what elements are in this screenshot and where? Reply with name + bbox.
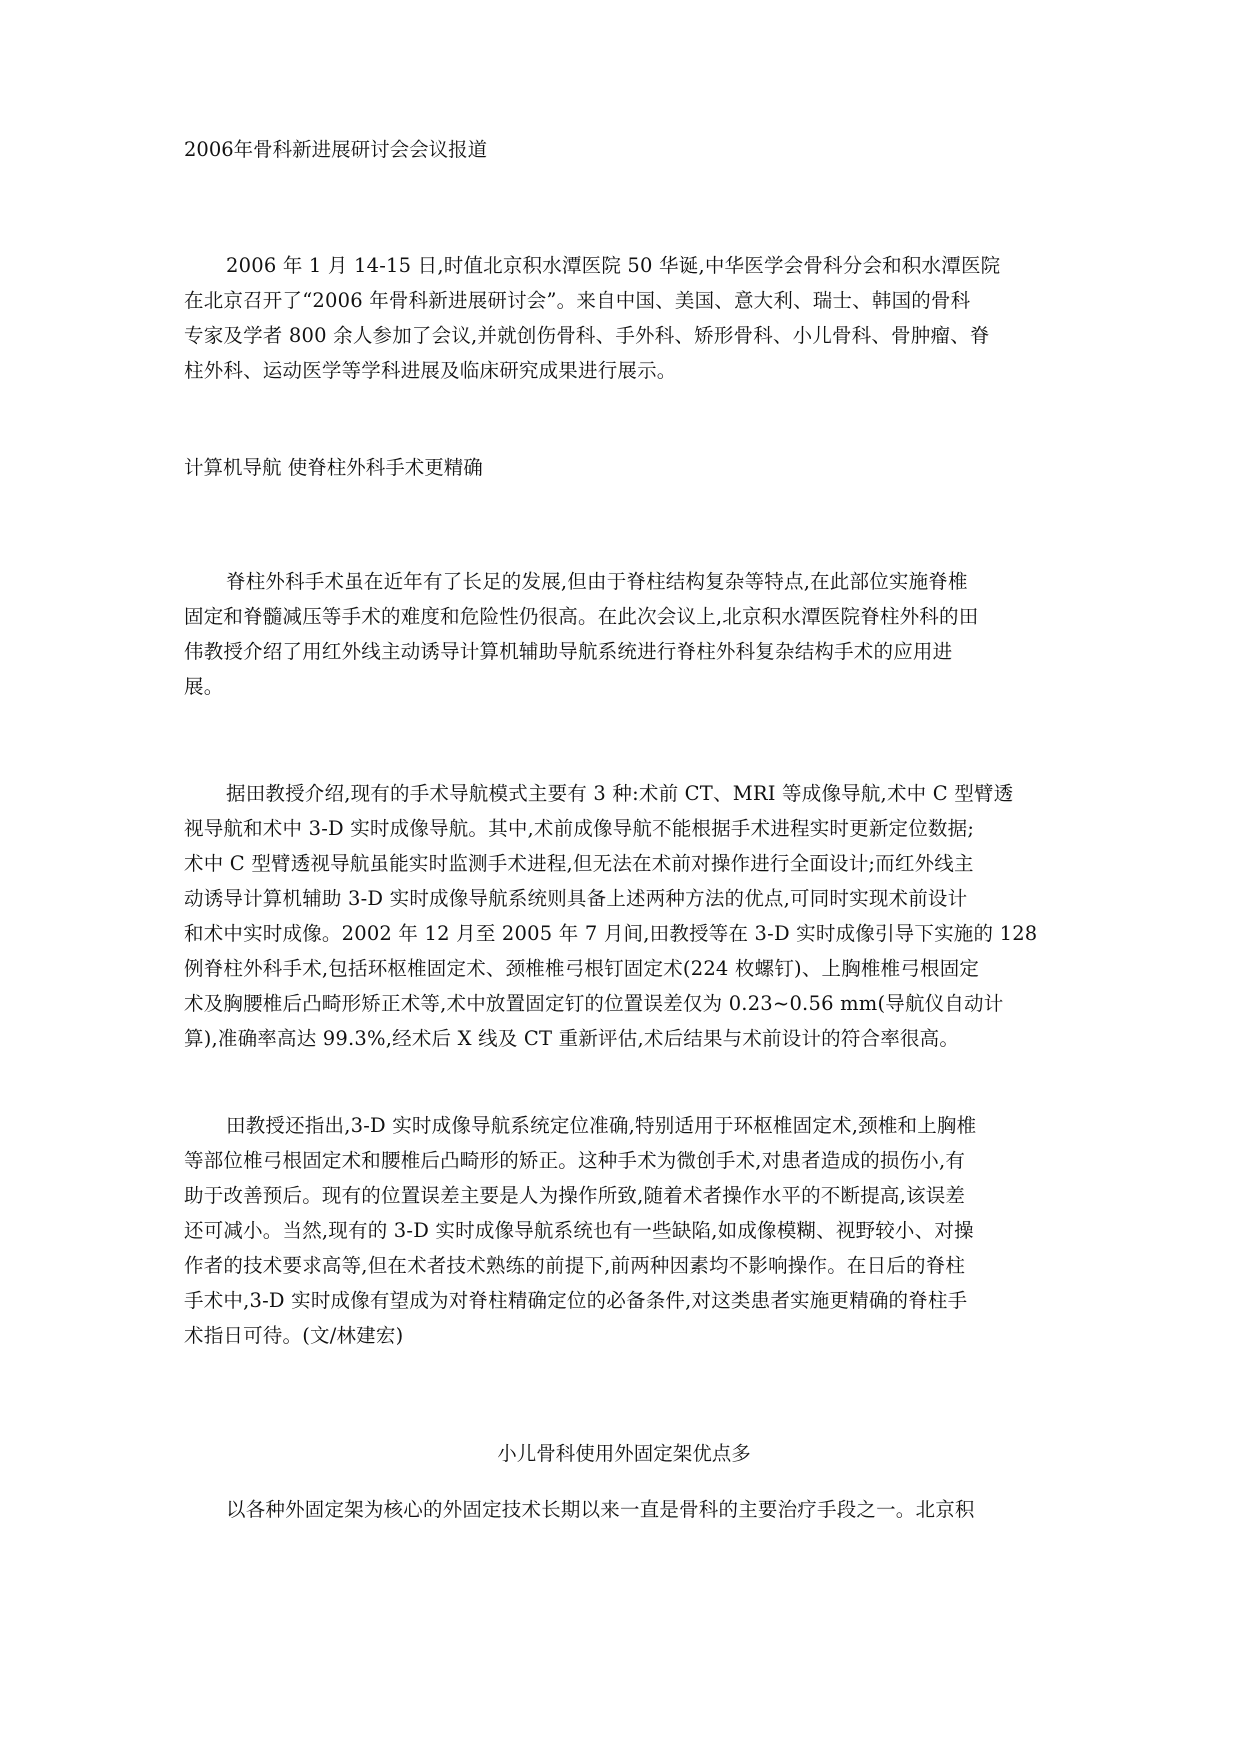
section1-paragraph-3 xyxy=(184,1108,1064,1353)
paragraph-line: 田教授还指出,3-D 实时成像导航系统定位准确,特别适用于环枢椎固定术,颈椎和上胸椎 xyxy=(226,1114,977,1137)
section-heading-navigation: 计算机导航 使脊柱外科手术更精确 xyxy=(184,456,483,479)
paragraph-line: 术中 C 型臂透视导航虽能实时监测手术进程,但无法在术前对操作进行全面设计;而红外线主 xyxy=(184,852,974,875)
paragraph-line: 等部位椎弓根固定术和腰椎后凸畸形的矫正。这种手术为微创手术,对患者造成的损伤小,有 xyxy=(184,1149,966,1172)
paragraph-line: 展。 xyxy=(184,675,224,698)
paragraph-line: 以各种外固定架为核心的外固定技术长期以来一直是骨科的主要治疗手段之一。北京积 xyxy=(226,1498,975,1521)
paragraph-line: 作者的技术要求高等,但在术者技术熟练的前提下,前两种因素均不影响操作。在日后的脊柱 xyxy=(184,1254,966,1277)
section-heading-pediatric: 小儿骨科使用外固定架优点多 xyxy=(497,1442,751,1465)
paragraph-line: 术及胸腰椎后凸畸形矫正术等,术中放置固定钉的位置误差仅为 0.23~0.56 mm(导航仪自动计 xyxy=(184,992,1004,1015)
section2-paragraph-1 xyxy=(184,1492,1064,1527)
paragraph-line: 在北京召开了“2006 年骨科新进展研讨会”。来自中国、美国、意大利、瑞士、韩国的骨科 xyxy=(184,289,971,312)
paragraph-line: 据田教授介绍,现有的手术导航模式主要有 3 种:术前 CT、MRI 等成像导航,术中 C 型臂透 xyxy=(226,782,1014,805)
document-title: 2006年骨科新进展研讨会会议报道 xyxy=(184,138,488,161)
paragraph-line: 伟教授介绍了用红外线主动诱导计算机辅助导航系统进行脊柱外科复杂结构手术的应用进 xyxy=(184,640,953,663)
paragraph-line: 和术中实时成像。2002 年 12 月至 2005 年 7 月间,田教授等在 3-D 实时成像引导下实施的 128 xyxy=(184,922,1038,945)
paragraph-line: 专家及学者 800 余人参加了会议,并就创伤骨科、手外科、矫形骨科、小儿骨科、骨肿瘤、脊 xyxy=(184,324,990,347)
paragraph-line: 术指日可待。(文/林建宏) xyxy=(184,1324,404,1347)
section1-paragraph-2 xyxy=(184,776,1064,1056)
section1-paragraph-1 xyxy=(184,564,1064,704)
intro-paragraph xyxy=(184,248,1064,388)
paragraph-line: 视导航和术中 3-D 实时成像导航。其中,术前成像导航不能根据手术进程实时更新定位数据; xyxy=(184,817,975,840)
paragraph-line: 例脊柱外科手术,包括环枢椎固定术、颈椎椎弓根钉固定术(224 枚螺钉)、上胸椎椎弓根固定 xyxy=(184,957,980,980)
paragraph-line: 柱外科、运动医学等学科进展及临床研究成果进行展示。 xyxy=(184,359,677,382)
paragraph-line: 脊柱外科手术虽在近年有了长足的发展,但由于脊柱结构复杂等特点,在此部位实施脊椎 xyxy=(226,570,968,593)
paragraph-line: 助于改善预后。现有的位置误差主要是人为操作所致,随着术者操作水平的不断提高,该误差 xyxy=(184,1184,966,1207)
paragraph-line: 2006 年 1 月 14-15 日,时值北京积水潭医院 50 华诞,中华医学会骨科分会和积水潭医院 xyxy=(226,254,1001,277)
paragraph-line: 手术中,3-D 实时成像有望成为对脊柱精确定位的必备条件,对这类患者实施更精确的脊柱手 xyxy=(184,1289,968,1312)
paragraph-line: 固定和脊髓减压等手术的难度和危险性仍很高。在此次会议上,北京积水潭医院脊柱外科的田 xyxy=(184,605,979,628)
paragraph-line: 算),准确率高达 99.3%,经术后 X 线及 CT 重新评估,术后结果与术前设计的符合率很高。 xyxy=(184,1027,960,1050)
paragraph-line: 还可减小。当然,现有的 3-D 实时成像导航系统也有一些缺陷,如成像模糊、视野较小、对操 xyxy=(184,1219,974,1242)
paragraph-line: 动诱导计算机辅助 3-D 实时成像导航系统则具备上述两种方法的优点,可同时实现术前设计 xyxy=(184,887,968,910)
